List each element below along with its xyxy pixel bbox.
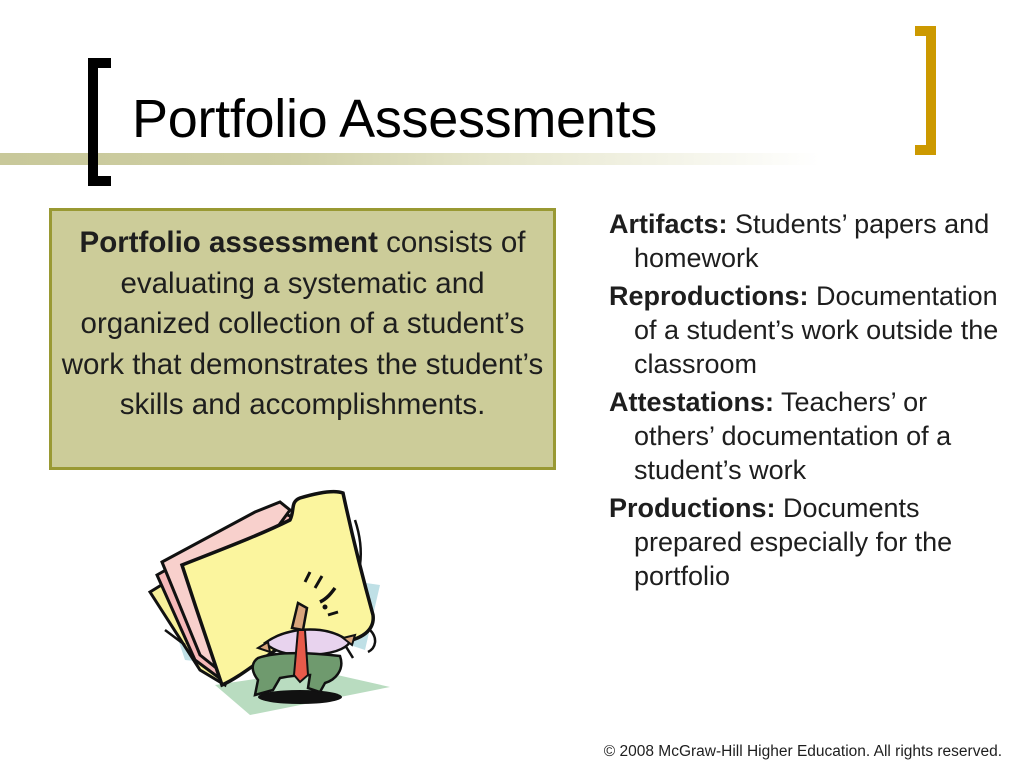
term-label: Reproductions: [609,281,809,311]
left-bracket-decoration [88,58,111,186]
term-item-artifacts [609,207,1009,275]
term-item-productions [609,491,1009,593]
definition-body: consists of evaluating a systematic and organized collection of a student’s work that demonstrates the student’s skills and accomplishments. [61,226,544,421]
term-label: Attestations: [609,387,775,417]
term-item-reproductions [609,279,1009,381]
term-label: Productions: [609,493,776,523]
term-description: Students’ papers and homework [634,209,990,273]
term-description: Documents prepared especially for the portfolio [634,493,953,591]
term-description: Documentation of a student’s work outside the classroom [634,281,999,379]
man-carrying-folder-icon [140,480,400,720]
term-description: Teachers’ or others’ documentation of a student’s work [634,387,952,485]
definition-box [49,208,556,470]
term-item-attestations [609,385,1009,487]
copyright-footer: © 2008 McGraw-Hill Higher Education. All rights reserved. [603,743,1002,760]
term-label: Artifacts: [609,209,728,239]
title-underline-bar [0,153,820,165]
definition-term: Portfolio assessment [79,226,378,259]
slide-title: Portfolio Assessments [132,89,657,149]
terms-list [609,207,1009,597]
definition-text [52,211,553,426]
right-bracket-decoration [915,26,936,155]
